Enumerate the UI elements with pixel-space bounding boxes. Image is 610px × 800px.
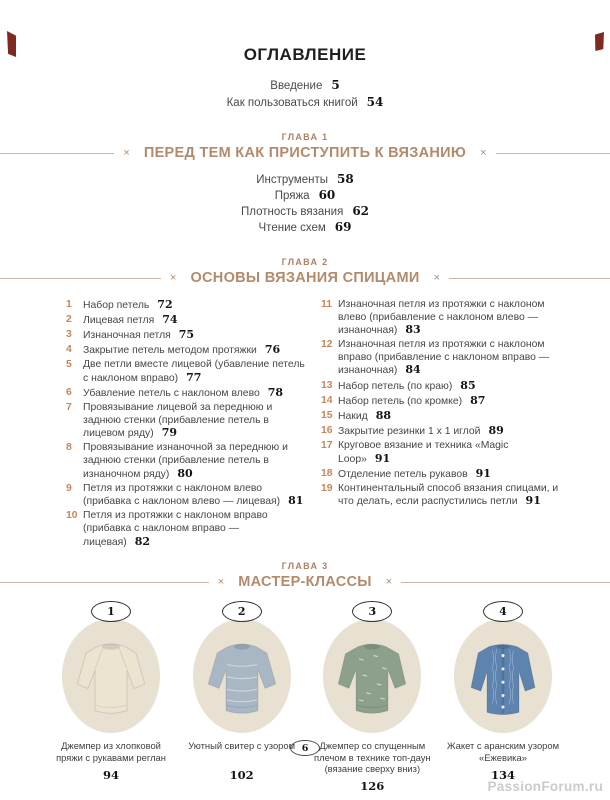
- toc-item-label: Изнаночная петля: [83, 330, 171, 342]
- toc-item-label: Провязывание изнаночной за переднюю и заднюю стенки (прибавление петель в изнаночном ряду): [83, 442, 288, 480]
- chapter1-items: [0, 173, 610, 235]
- masterclass-card-2: [181, 601, 303, 793]
- chapter1-item: [0, 221, 610, 235]
- toc-item: [321, 339, 560, 378]
- rule-line: [401, 582, 610, 583]
- chapter1-item-label: Плотность вязания: [240, 206, 344, 218]
- toc-item-label: Изнаночная петля из протяжки с наклоном влево (прибавление с наклоном влево — изнаночная): [338, 299, 545, 337]
- toc-item: [321, 380, 560, 394]
- chapter1-item-page: 69: [334, 220, 352, 234]
- toc-item: [321, 483, 560, 509]
- rule-line: [496, 153, 610, 154]
- rule-line: [0, 278, 161, 279]
- toc-item-label: Петля из протяжки с наклоном вправо (прибавка с наклоном вправо — лицевая): [83, 510, 268, 548]
- intro-item-page: 5: [331, 78, 340, 92]
- toc-item-label: Две петли вместе лицевой (убавление петель с наклоном вправо): [83, 359, 305, 384]
- chapter1-item-page: 62: [352, 204, 370, 218]
- toc-item-number: 16: [321, 424, 333, 436]
- intro-item-label: Как пользоваться книгой: [226, 97, 358, 109]
- toc-item: [66, 402, 305, 441]
- toc-item-label: Закрытие резинки 1 х 1 иглой: [338, 425, 481, 437]
- x-ornament-icon: ×: [433, 271, 440, 284]
- chapter1-item: [0, 205, 610, 219]
- chapter1-item: [0, 173, 610, 187]
- toc-item-number: 9: [66, 482, 72, 494]
- toc-item-number: 1: [66, 299, 72, 310]
- toc-item-number: 8: [66, 442, 72, 454]
- toc-item-page: 72: [157, 298, 173, 311]
- chapter3-heading: [0, 561, 610, 590]
- masterclass-card-3: [311, 601, 433, 793]
- card-number-badge: 3: [352, 601, 392, 622]
- chapter1-item: [0, 189, 610, 203]
- page-title: ОГЛАВЛЕНИЕ: [243, 45, 367, 64]
- dropped-shoulder-jumper-image: [327, 629, 417, 731]
- toc-item-label: Набор петель (по краю): [338, 380, 453, 392]
- chapter1-item-label: Инструменты: [256, 174, 328, 186]
- chapter2-right-column: [321, 299, 560, 549]
- intro-item: [0, 79, 610, 93]
- toc-item-number: 17: [321, 439, 333, 451]
- toc-item-label: Провязывание лицевой за переднюю и заднюю стенки (прибавление петель в лицевом ряду): [83, 402, 273, 440]
- card-caption: Жакет с аранским узором «Ежевика»: [446, 740, 560, 763]
- toc-item-number: 4: [66, 344, 72, 356]
- card-caption: Уютный свитер с узором: [188, 740, 296, 752]
- x-ornament-icon: ×: [217, 575, 225, 588]
- toc-item-label: Континентальный способ вязания спицами, и что делать, если распустились петли: [338, 482, 559, 508]
- toc-item-label: Набор петель: [83, 300, 150, 311]
- toc-item-number: 18: [321, 467, 333, 479]
- toc-item-page: 81: [288, 494, 304, 508]
- toc-item: [321, 299, 560, 338]
- toc-item-number: 12: [321, 339, 333, 351]
- toc-item: [321, 410, 560, 424]
- chapter1-title: ПЕРЕД ТЕМ КАК ПРИСТУПИТЬ К ВЯЗАНИЮ: [143, 145, 467, 161]
- toc-item-number: 14: [321, 394, 333, 406]
- card-number-badge: 4: [483, 601, 523, 622]
- chapter1-title-row: [0, 145, 610, 161]
- sweater-photo-3: [323, 619, 421, 733]
- toc-item-page: 74: [162, 313, 178, 327]
- chapter1-item-label: Чтение схем: [258, 222, 326, 234]
- toc-item-page: 91: [374, 451, 391, 465]
- toc-item-number: 2: [66, 314, 72, 326]
- toc-item-page: 87: [470, 393, 486, 407]
- toc-item: [321, 425, 560, 439]
- toc-item-page: 75: [178, 328, 195, 342]
- toc-item-page: 76: [264, 343, 281, 357]
- masterclass-card-4: [442, 601, 564, 793]
- cozy-sweater-image: [197, 629, 287, 731]
- toc-item-label: Накид: [338, 410, 368, 422]
- chapter3-title: МАСТЕР-КЛАССЫ: [238, 574, 372, 591]
- chapter2-title: ОСНОВЫ ВЯЗАНИЯ СПИЦАМИ: [190, 270, 420, 286]
- raglan-jumper-image: [66, 629, 156, 731]
- toc-item-page: 89: [488, 423, 504, 437]
- x-ornament-icon: ×: [480, 146, 487, 159]
- toc-item-page: 79: [161, 426, 178, 440]
- toc-item-number: 11: [321, 299, 332, 310]
- toc-item-page: 91: [475, 466, 491, 480]
- chapter2-kicker: ГЛАВА 2: [281, 257, 329, 267]
- chapter2-left-column: [66, 299, 305, 549]
- masterclass-cards: [50, 601, 564, 793]
- toc-item: [66, 329, 305, 343]
- card-number-badge: 2: [222, 601, 262, 622]
- rule-line: [0, 153, 114, 154]
- toc-item-label: Закрытие петель методом протяжки: [83, 345, 257, 357]
- toc-item: [66, 359, 305, 385]
- scan-corner-mark-right: [595, 32, 604, 51]
- toc-item-page: 84: [405, 363, 421, 377]
- chapter1-heading: [0, 132, 610, 161]
- chapter3-title-row: [0, 574, 610, 590]
- toc-item-number: 15: [321, 409, 333, 421]
- toc-item: [66, 442, 305, 481]
- toc-item: [66, 299, 305, 313]
- card-number-badge: 1: [91, 601, 131, 622]
- toc-item-number: 3: [66, 329, 72, 341]
- toc-item-label: Петля из протяжки с наклоном влево (прибавка с наклоном влево — лицевая): [83, 482, 281, 508]
- chapter1-item-page: 58: [337, 172, 354, 186]
- toc-item: [66, 510, 305, 549]
- card-page-number: 126: [360, 778, 385, 793]
- chapter1-item-page: 60: [318, 188, 336, 202]
- sweater-photo-2: [193, 619, 291, 733]
- toc-item-number: 7: [66, 402, 72, 414]
- chapter2-heading: [0, 257, 610, 286]
- toc-item-label: Набор петель (по кромке): [338, 395, 463, 407]
- sweater-photo-1: [62, 619, 160, 733]
- toc-item-label: Убавление петель с наклоном влево: [83, 388, 260, 400]
- toc-item-label: Круговое вязание и техника «Magic Loop»: [338, 439, 509, 465]
- toc-item-number: 6: [66, 387, 72, 399]
- intro-item: [0, 96, 610, 110]
- x-ornament-icon: ×: [385, 575, 393, 588]
- toc-item-number: 13: [321, 379, 333, 391]
- chapter1-item-label: Пряжа: [274, 190, 310, 202]
- masterclass-card-1: [50, 601, 172, 793]
- toc-item-number: 19: [321, 482, 333, 494]
- card-page-number: 134: [490, 768, 515, 783]
- toc-item: [66, 387, 305, 401]
- toc-item-page: 82: [134, 534, 151, 548]
- card-page-number: 94: [102, 768, 119, 783]
- toc-item: [321, 395, 560, 409]
- intro-list: [0, 79, 610, 110]
- toc-item: [321, 468, 560, 482]
- toc-item-page: 85: [460, 378, 476, 392]
- sweater-photo-4: [454, 619, 552, 733]
- chapter1-kicker: ГЛАВА 1: [281, 132, 329, 142]
- page-number: 6: [301, 742, 309, 754]
- watermark: PassionForum.ru: [487, 779, 603, 794]
- chapter2-title-row: [0, 270, 610, 286]
- toc-item-label: Лицевая петля: [83, 315, 155, 327]
- card-caption: Джемпер из хлопковой пряжи с рукавами реглан: [56, 740, 166, 763]
- toc-item: [66, 483, 305, 509]
- chapter3-kicker: ГЛАВА 3: [281, 561, 329, 572]
- toc-item-number: 5: [66, 359, 72, 371]
- x-ornament-icon: ×: [170, 271, 177, 284]
- rule-line: [0, 582, 209, 583]
- chapter2-columns: [66, 299, 560, 549]
- intro-item-label: Введение: [270, 80, 323, 92]
- card-caption: Джемпер со спущенным плечом в технике топ-даун (вязание сверху вниз): [314, 740, 431, 775]
- toc-item-page: 78: [267, 386, 284, 400]
- toc-item-page: 83: [405, 323, 421, 337]
- toc-item-number: 10: [66, 510, 78, 522]
- card-page-number: 102: [229, 768, 254, 783]
- x-ornament-icon: ×: [123, 146, 130, 159]
- intro-item-page: 54: [366, 95, 384, 109]
- toc-item-page: 91: [525, 494, 541, 508]
- toc-item: [66, 314, 305, 328]
- aran-cardigan-image: [458, 629, 548, 731]
- rule-line: [449, 278, 610, 279]
- toc-item-page: 88: [375, 408, 392, 422]
- toc-item-page: 77: [186, 370, 202, 384]
- toc-item: [321, 440, 560, 466]
- toc-item-label: Отделение петель рукавов: [338, 468, 468, 480]
- toc-item-label: Изнаночная петля из протяжки с наклоном вправо (прибавление с наклоном вправо — изнаночная): [338, 339, 550, 377]
- page-number-oval: [290, 740, 320, 756]
- toc-item-page: 80: [177, 466, 193, 480]
- toc-item: [66, 344, 305, 358]
